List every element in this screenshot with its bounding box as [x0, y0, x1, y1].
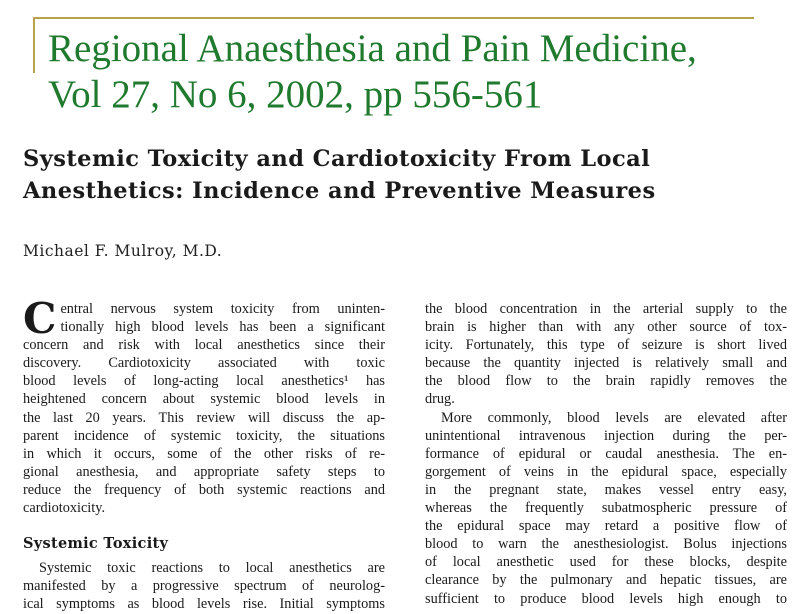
body-line: drug.: [425, 391, 455, 408]
body-line: the last 20 years. This review will discuss the ap-: [23, 409, 385, 426]
body-line: manifested by a progressive spectrum of neurolog-: [23, 578, 385, 595]
body-line: parent incidence of systemic toxicity, the situations: [23, 427, 385, 444]
body-line: discovery. Cardiotoxicity associated with toxic: [23, 355, 385, 372]
body-line: icity. Fortunately, this type of seizure is short lived: [425, 337, 787, 354]
body-line: in the pregnant state, makes vessel entry easy,: [425, 481, 787, 498]
paper-title: [23, 143, 656, 207]
paper-author: Michael F. Mulroy, M.D.: [23, 242, 223, 260]
body-line: concern and risk with local anesthetics since their: [23, 337, 385, 354]
body-line: reduce the frequency of both systemic reactions and: [23, 481, 385, 498]
body-line: More commonly, blood levels are elevated after: [441, 409, 787, 426]
body-line: of local anesthetic used for these blocks, despite: [425, 554, 787, 571]
body-line: formance of epidural or caudal anesthesia. The en-: [425, 445, 787, 462]
body-line: gorgement of veins in the epidural space, especially: [425, 463, 787, 480]
right-text-column: [425, 300, 787, 608]
body-line: clearance by the pulmonary and hepatic tissues, are: [425, 572, 787, 589]
body-line: in which it occurs, some of the other risks of re-: [23, 445, 385, 462]
slide-title-line-2: Vol 27, No 6, 2002, pp 556-561: [48, 73, 543, 116]
body-line: brain is higher than with any other source of tox-: [425, 319, 787, 336]
body-line: tionally high blood levels has been a significant: [60, 319, 385, 336]
body-line: sufficient to produce blood levels high enough to: [425, 590, 787, 607]
slide-title: [48, 26, 697, 118]
body-line: the blood concentration in the arterial supply to the: [425, 301, 787, 317]
body-line: blood levels of long-acting local anesthetics¹ has: [23, 373, 385, 390]
slide-frame-left-rule: [33, 17, 35, 73]
paper-title-line-1: Systemic Toxicity and Cardiotoxicity From Local: [23, 146, 651, 172]
body-line: entral nervous system toxicity from uninten-: [60, 301, 385, 317]
body-line: the epidural space may retard a positive flow of: [425, 518, 787, 535]
body-line: ical symptoms as blood levels rise. Initial symptoms: [23, 596, 385, 613]
body-line: cardiotoxicity.: [23, 500, 106, 517]
body-line: Systemic toxic reactions to local anesthetics are: [39, 560, 385, 577]
drop-cap: C: [23, 294, 57, 343]
body-line: gional anesthesia, and appropriate safety steps to: [23, 463, 385, 480]
paper-title-line-2: Anesthetics: Incidence and Preventive Measures: [23, 178, 656, 204]
slide-title-line-1: Regional Anaesthesia and Pain Medicine,: [48, 27, 697, 70]
slide-frame-top-rule: [33, 17, 754, 19]
body-line: unintentional intravenous injection during the per-: [425, 427, 787, 444]
body-line: heightened concern about systemic blood levels in: [23, 391, 385, 408]
section-heading: Systemic Toxicity: [23, 535, 169, 553]
body-line: the blood flow to the brain rapidly removes the: [425, 373, 787, 390]
body-line: blood to warn the anesthesiologist. Bolus injections: [425, 536, 787, 553]
body-line: whereas the frequently subatmospheric pressure of: [425, 500, 787, 517]
left-text-column: [23, 294, 385, 614]
body-line: because the quantity injected is relatively small and: [425, 355, 787, 372]
